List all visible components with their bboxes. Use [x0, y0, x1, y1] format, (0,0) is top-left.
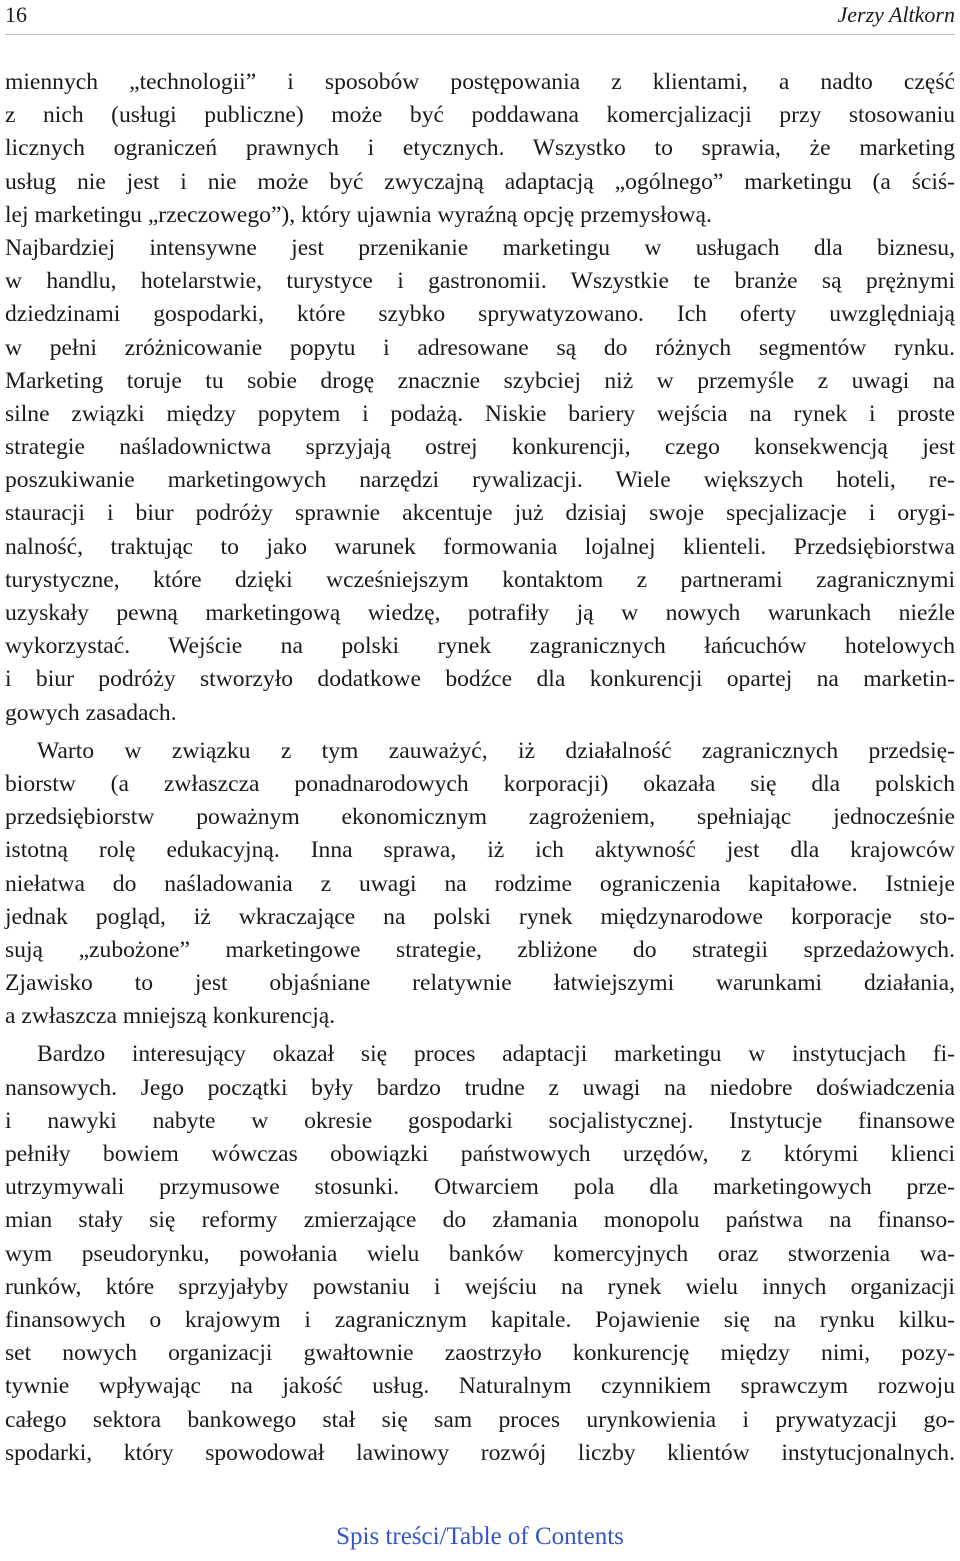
text-line: sują „zubożone” marketingowe strategie, zbliżone do strategii sprzedażowych. [5, 936, 955, 963]
page-number: 16 [5, 2, 27, 27]
text-line: utrzymywali przymusowe stosunki. Otwarciem pola dla marketingowych prze- [5, 1174, 955, 1201]
table-of-contents-link[interactable]: Spis treści/Table of Contents [336, 1523, 624, 1550]
text-line: uzyskały pewną marketingową wiedzę, potrafiły ją w nowych warunkach nieźle [5, 600, 955, 626]
body-text [5, 66, 955, 1470]
text-line: Zjawisko to jest objaśniane relatywnie łatwiejszymi warunkami działania, [5, 970, 955, 997]
text-line: a zwłaszcza mniejszą konkurencją. [5, 1003, 336, 1030]
paragraph [5, 735, 955, 1034]
text-line: runków, które sprzyjałyby powstaniu i wejściu na rynek wielu innych organizacji [5, 1273, 955, 1300]
text-line: niełatwa do naśladowania z uwagi na rodzime ograniczenia kapitałowe. Istnieje [5, 870, 955, 897]
text-line: Najbardziej intensywne jest przenikanie marketingu w usługach dla biznesu, [5, 234, 955, 261]
text-line: finansowych o krajowym i zagranicznym kapitale. Pojawienie się na rynku kilku- [5, 1306, 955, 1333]
text-line: licznych ograniczeń prawnych i etycznych. Wszystko to sprawia, że marketing [5, 135, 955, 162]
text-line: lej marketingu „rzeczowego”), który ujawnia wyraźną opcję przemysłową. [5, 201, 712, 228]
text-line: wykorzystać. Wejście na polski rynek zagranicznych łańcuchów hotelowych [5, 633, 955, 660]
text-line: i nawyki nabyte w okresie gospodarki socjalistycznej. Instytucje finansowe [5, 1107, 955, 1134]
paragraph [5, 1038, 955, 1469]
text-line: nansowych. Jego początki były bardzo trudne z uwagi na niedobre doświadczenia [5, 1074, 955, 1101]
text-line: nalność, traktując to jako warunek formowania lojalnej klienteli. Przedsiębiorstwa [5, 533, 955, 560]
text-line: mian stały się reformy zmierzające do złamania monopolu państwa na finanso- [5, 1207, 955, 1234]
text-line: wym pseudorynku, powołania wielu banków komercyjnych oraz stworzenia wa- [5, 1240, 955, 1267]
text-line: Warto w związku z tym zauważyć, iż działalność zagranicznych przedsię- [37, 737, 955, 764]
text-line: w handlu, hotelarstwie, turystyce i gastronomii. Wszystkie te branże są prężnymi [5, 268, 955, 295]
text-line: spodarki, który spowodował lawinowy rozwój liczby klientów instytucjonalnych. [5, 1439, 955, 1466]
running-head-author: Jerzy Altkorn [837, 2, 955, 27]
text-line: stauracji i biur podróży sprawnie akcentuje już dzisiaj swoje specjalizacje i orygi- [5, 500, 955, 527]
text-line: biorstw (a zwłaszcza ponadnarodowych korporacji) okazała się dla polskich [5, 770, 955, 797]
page-header [5, 0, 955, 35]
text-line: turystyczne, które dzięki wcześniejszym kontaktom z partnerami zagranicznymi [5, 566, 955, 593]
text-line: Bardzo interesujący okazał się proces adaptacji marketingu w instytucjach fi- [37, 1041, 955, 1068]
text-line: silne związki między popytem i podażą. Niskie bariery wejścia na rynek i proste [5, 400, 955, 427]
text-line: w pełni zróżnicowanie popytu i adresowane są do różnych segmentów rynku. [5, 334, 955, 361]
text-line: usług nie jest i nie może być zwyczajną adaptacją „ogólnego” marketingu (a ściś- [5, 168, 955, 195]
text-line: przedsiębiorstw poważnym ekonomicznym zagrożeniem, spełniając jednocześnie [5, 804, 955, 831]
text-line: pełniły bowiem wówczas obowiązki państwowych urzędów, z którymi klienci [5, 1141, 955, 1167]
text-line: jednak pogląd, iż wkraczające na polski rynek międzynarodowe korporacje sto- [5, 903, 955, 930]
text-line: gowych zasadach. [5, 699, 177, 726]
text-line: z nich (usługi publiczne) może być poddawana komercjalizacji przy stosowaniu [5, 102, 955, 129]
paragraph [5, 232, 955, 730]
paragraph [5, 66, 955, 232]
text-line: tywnie wpływając na jakość usług. Naturalnym czynnikiem sprawczym rozwoju [5, 1373, 955, 1400]
text-line: Marketing toruje tu sobie drogę znacznie szybciej niż w przemyśle z uwagi na [5, 367, 955, 394]
text-line: strategie naśladownictwa sprzyjają ostrej konkurencji, czego konsekwencją jest [5, 434, 955, 461]
text-line: dziedzinami gospodarki, które szybko sprywatyzowano. Ich oferty uwzględniają [5, 301, 955, 328]
text-line: poszukiwanie marketingowych narzędzi rywalizacji. Wiele większych hoteli, re- [5, 467, 955, 494]
text-line: i biur podróży stworzyło dodatkowe bodźce dla konkurencji opartej na marketin- [5, 666, 955, 693]
text-line: całego sektora bankowego stał się sam proces urynkowienia i prywatyzacji go- [5, 1406, 955, 1433]
text-line: set nowych organizacji gwałtownie zaostrzyło konkurencję między nimi, pozy- [5, 1340, 955, 1367]
text-line: miennych „technologii” i sposobów postępowania z klientami, a nadto część [5, 69, 955, 95]
text-line: istotną rolę edukacyjną. Inna sprawa, iż ich aktywność jest dla krajowców [5, 837, 955, 864]
